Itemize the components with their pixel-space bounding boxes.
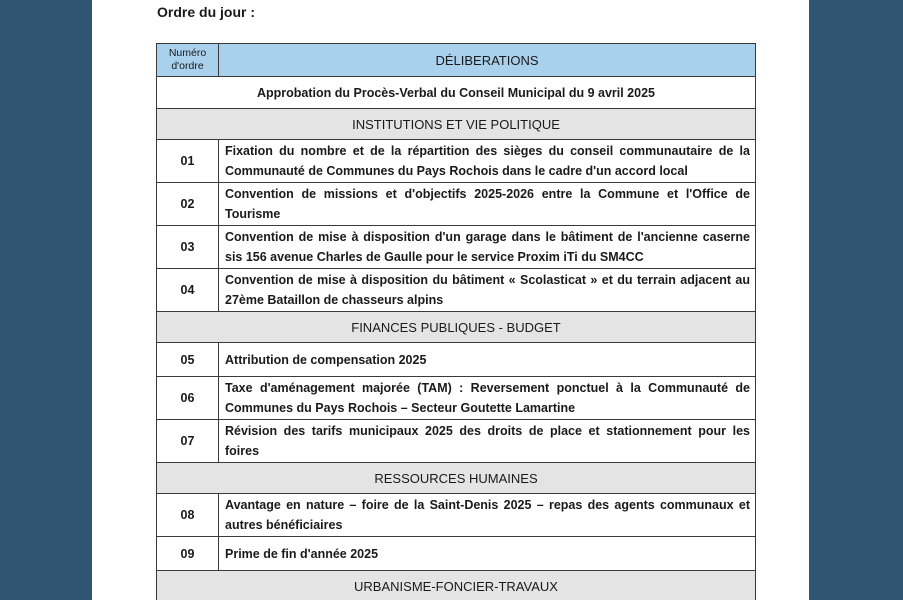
item-text: Convention de missions et d'objectifs 2025-2026 entre la Commune et l'Office de Tourisme [219, 183, 756, 226]
header-number-cell: Numéro d'ordre [157, 44, 219, 77]
item-number: 07 [157, 420, 219, 463]
item-number: 08 [157, 494, 219, 537]
section-row [157, 312, 756, 343]
section-row [157, 571, 756, 600]
table-header-row [157, 44, 756, 77]
section-title: INSTITUTIONS ET VIE POLITIQUE [157, 109, 756, 140]
table-row [157, 377, 756, 420]
header-title-cell: DÉLIBERATIONS [219, 44, 756, 77]
agenda-heading: Ordre du jour : [157, 4, 255, 20]
table-row [157, 140, 756, 183]
item-text: Fixation du nombre et de la répartition des sièges du conseil communautaire de la Communauté de Communes du Pays Rochois dans le cadre d'un accord local [219, 140, 756, 183]
table-row [157, 183, 756, 226]
item-text: Prime de fin d'année 2025 [219, 537, 756, 571]
deliberations-table [156, 43, 756, 600]
document-page [92, 0, 809, 600]
item-text: Convention de mise à disposition d'un garage dans le bâtiment de l'ancienne caserne sis 156 avenue Charles de Gaulle pour le service Proxim iTi du SM4CC [219, 226, 756, 269]
table-row [157, 537, 756, 571]
item-number: 04 [157, 269, 219, 312]
section-row [157, 109, 756, 140]
item-number: 05 [157, 343, 219, 377]
section-title: URBANISME-FONCIER-TRAVAUX [157, 571, 756, 600]
section-row [157, 463, 756, 494]
approval-cell: Approbation du Procès-Verbal du Conseil Municipal du 9 avril 2025 [157, 77, 756, 109]
table-row [157, 343, 756, 377]
table-row [157, 226, 756, 269]
item-number: 01 [157, 140, 219, 183]
item-text: Avantage en nature – foire de la Saint-Denis 2025 – repas des agents communaux et autres bénéficiaires [219, 494, 756, 537]
item-number: 06 [157, 377, 219, 420]
item-number: 02 [157, 183, 219, 226]
item-text: Attribution de compensation 2025 [219, 343, 756, 377]
item-text: Taxe d'aménagement majorée (TAM) : Reversement ponctuel à la Communauté de Communes du Pays Rochois – Secteur Goutette Lamartine [219, 377, 756, 420]
table-row [157, 494, 756, 537]
section-title: FINANCES PUBLIQUES - BUDGET [157, 312, 756, 343]
section-title: RESSOURCES HUMAINES [157, 463, 756, 494]
item-text: Convention de mise à disposition du bâtiment « Scolasticat » et du terrain adjacent au 27ème Bataillon de chasseurs alpins [219, 269, 756, 312]
table-row [157, 420, 756, 463]
table-row [157, 269, 756, 312]
item-text: Révision des tarifs municipaux 2025 des droits de place et stationnement pour les foires [219, 420, 756, 463]
item-number: 03 [157, 226, 219, 269]
approval-row [157, 77, 756, 109]
item-number: 09 [157, 537, 219, 571]
